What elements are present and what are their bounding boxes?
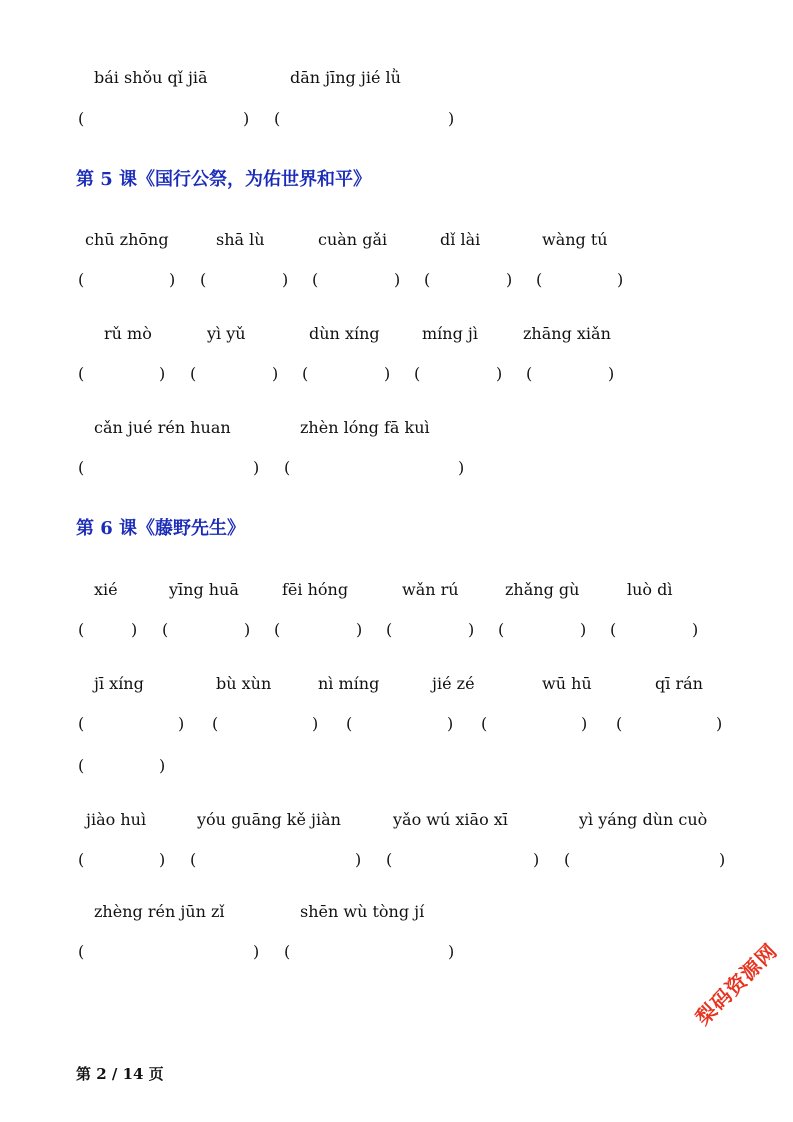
answer-blank-open[interactable]: ( xyxy=(312,270,319,289)
answer-blank-close[interactable]: ) xyxy=(131,620,138,639)
pinyin-word: jié zé xyxy=(432,674,475,693)
pinyin-row xyxy=(0,66,793,90)
answer-blank-close[interactable]: ) xyxy=(608,364,615,383)
answer-blank-open[interactable]: ( xyxy=(386,620,393,639)
answer-blank-open[interactable]: ( xyxy=(78,942,85,961)
answer-row xyxy=(0,456,793,480)
answer-blank-open[interactable]: ( xyxy=(78,458,85,477)
answer-blank-close[interactable]: ) xyxy=(159,850,166,869)
pinyin-word: yì yǔ xyxy=(207,324,246,343)
pinyin-word: luò dì xyxy=(627,580,673,599)
pinyin-word: bù xùn xyxy=(216,674,272,693)
pinyin-row xyxy=(0,228,793,252)
answer-blank-open[interactable]: ( xyxy=(284,458,291,477)
pinyin-word: yǎo wú xiāo xī xyxy=(393,810,508,829)
answer-blank-close[interactable]: ) xyxy=(692,620,699,639)
answer-blank-close[interactable]: ) xyxy=(496,364,503,383)
answer-blank-open[interactable]: ( xyxy=(78,109,85,128)
answer-row xyxy=(0,754,793,778)
answer-blank-open[interactable]: ( xyxy=(498,620,505,639)
watermark: 梨码资源网 xyxy=(690,938,783,1030)
pinyin-word: wū hū xyxy=(542,674,592,693)
answer-blank-close[interactable]: ) xyxy=(447,714,454,733)
answer-blank-close[interactable]: ) xyxy=(253,942,260,961)
pinyin-row xyxy=(0,672,793,696)
lesson-6-title: 第 6 课《藤野先生》 xyxy=(76,518,246,539)
answer-blank-close[interactable]: ) xyxy=(159,364,166,383)
answer-blank-close[interactable]: ) xyxy=(178,714,185,733)
pinyin-word: xié xyxy=(94,580,118,599)
pinyin-word: qī rán xyxy=(655,674,703,693)
answer-blank-close[interactable]: ) xyxy=(394,270,401,289)
pinyin-word: zhāng xiǎn xyxy=(523,324,611,343)
answer-blank-open[interactable]: ( xyxy=(200,270,207,289)
answer-row xyxy=(0,940,793,964)
pinyin-word: cuàn gǎi xyxy=(318,230,388,249)
page-number: 第 2 / 14 页 xyxy=(76,1065,164,1083)
lesson-5-title: 第 5 课《国行公祭，为佑世界和平》 xyxy=(76,169,372,190)
answer-blank-close[interactable]: ) xyxy=(506,270,513,289)
answer-blank-close[interactable]: ) xyxy=(448,109,455,128)
answer-blank-close[interactable]: ) xyxy=(312,714,319,733)
answer-blank-open[interactable]: ( xyxy=(78,714,85,733)
pinyin-word: shēn wù tòng jí xyxy=(300,902,425,921)
answer-blank-close[interactable]: ) xyxy=(169,270,176,289)
pinyin-word: míng jì xyxy=(422,324,478,343)
pinyin-word: chū zhōng xyxy=(85,230,169,249)
pinyin-word: cǎn jué rén huan xyxy=(94,418,231,437)
pinyin-word: fēi hóng xyxy=(282,580,349,599)
answer-blank-close[interactable]: ) xyxy=(468,620,475,639)
pinyin-row xyxy=(0,416,793,440)
pinyin-word: zhǎng gù xyxy=(505,580,580,599)
answer-blank-open[interactable]: ( xyxy=(274,109,281,128)
answer-blank-close[interactable]: ) xyxy=(533,850,540,869)
answer-blank-open[interactable]: ( xyxy=(274,620,281,639)
pinyin-word: zhèng rén jūn zǐ xyxy=(94,902,225,921)
pinyin-word: yóu guāng kě jiàn xyxy=(197,810,341,829)
answer-row xyxy=(0,848,793,872)
answer-blank-open[interactable]: ( xyxy=(424,270,431,289)
answer-blank-open[interactable]: ( xyxy=(78,364,85,383)
pinyin-word: dān jīng jié lǜ xyxy=(290,68,401,87)
answer-blank-close[interactable]: ) xyxy=(581,714,588,733)
pinyin-row xyxy=(0,808,793,832)
pinyin-word: bái shǒu qǐ jiā xyxy=(94,68,208,87)
answer-blank-open[interactable]: ( xyxy=(190,850,197,869)
pinyin-row xyxy=(0,578,793,602)
pinyin-word: yīng huā xyxy=(169,580,239,599)
answer-blank-open[interactable]: ( xyxy=(346,714,353,733)
answer-row xyxy=(0,618,793,642)
answer-blank-open[interactable]: ( xyxy=(481,714,488,733)
answer-blank-close[interactable]: ) xyxy=(282,270,289,289)
pinyin-word: shā lù xyxy=(216,230,265,249)
answer-blank-open[interactable]: ( xyxy=(564,850,571,869)
answer-row xyxy=(0,712,793,736)
answer-blank-close[interactable]: ) xyxy=(580,620,587,639)
pinyin-word: wǎn rú xyxy=(402,580,459,599)
answer-blank-open[interactable]: ( xyxy=(162,620,169,639)
answer-blank-close[interactable]: ) xyxy=(617,270,624,289)
answer-blank-close[interactable]: ) xyxy=(356,620,363,639)
answer-blank-close[interactable]: ) xyxy=(716,714,723,733)
pinyin-word: zhèn lóng fā kuì xyxy=(300,418,430,437)
answer-blank-open[interactable]: ( xyxy=(386,850,393,869)
answer-blank-open[interactable]: ( xyxy=(78,756,85,775)
pinyin-word: jiào huì xyxy=(86,810,147,829)
answer-blank-close[interactable]: ) xyxy=(253,458,260,477)
answer-blank-open[interactable]: ( xyxy=(414,364,421,383)
pinyin-row xyxy=(0,900,793,924)
pinyin-row xyxy=(0,322,793,346)
pinyin-word: rǔ mò xyxy=(104,324,152,343)
pinyin-word: dǐ lài xyxy=(440,230,481,249)
answer-blank-open[interactable]: ( xyxy=(526,364,533,383)
pinyin-word: yì yáng dùn cuò xyxy=(579,810,708,829)
pinyin-word: nì míng xyxy=(318,674,380,693)
answer-row xyxy=(0,268,793,292)
answer-blank-close[interactable]: ) xyxy=(272,364,279,383)
answer-blank-close[interactable]: ) xyxy=(384,364,391,383)
answer-row xyxy=(0,107,793,131)
answer-row xyxy=(0,362,793,386)
answer-blank-close[interactable]: ) xyxy=(355,850,362,869)
answer-blank-open[interactable]: ( xyxy=(284,942,291,961)
answer-blank-close[interactable]: ) xyxy=(243,109,250,128)
pinyin-word: wàng tú xyxy=(542,230,608,249)
answer-blank-close[interactable]: ) xyxy=(159,756,166,775)
answer-blank-open[interactable]: ( xyxy=(190,364,197,383)
answer-blank-open[interactable]: ( xyxy=(212,714,219,733)
answer-blank-open[interactable]: ( xyxy=(610,620,617,639)
answer-blank-close[interactable]: ) xyxy=(458,458,465,477)
pinyin-word: dùn xíng xyxy=(309,324,380,343)
answer-blank-close[interactable]: ) xyxy=(719,850,726,869)
answer-blank-open[interactable]: ( xyxy=(536,270,543,289)
answer-blank-close[interactable]: ) xyxy=(448,942,455,961)
pinyin-word: jī xíng xyxy=(94,674,144,693)
answer-blank-open[interactable]: ( xyxy=(302,364,309,383)
answer-blank-close[interactable]: ) xyxy=(244,620,251,639)
answer-blank-open[interactable]: ( xyxy=(78,850,85,869)
answer-blank-open[interactable]: ( xyxy=(78,620,85,639)
answer-blank-open[interactable]: ( xyxy=(78,270,85,289)
answer-blank-open[interactable]: ( xyxy=(616,714,623,733)
